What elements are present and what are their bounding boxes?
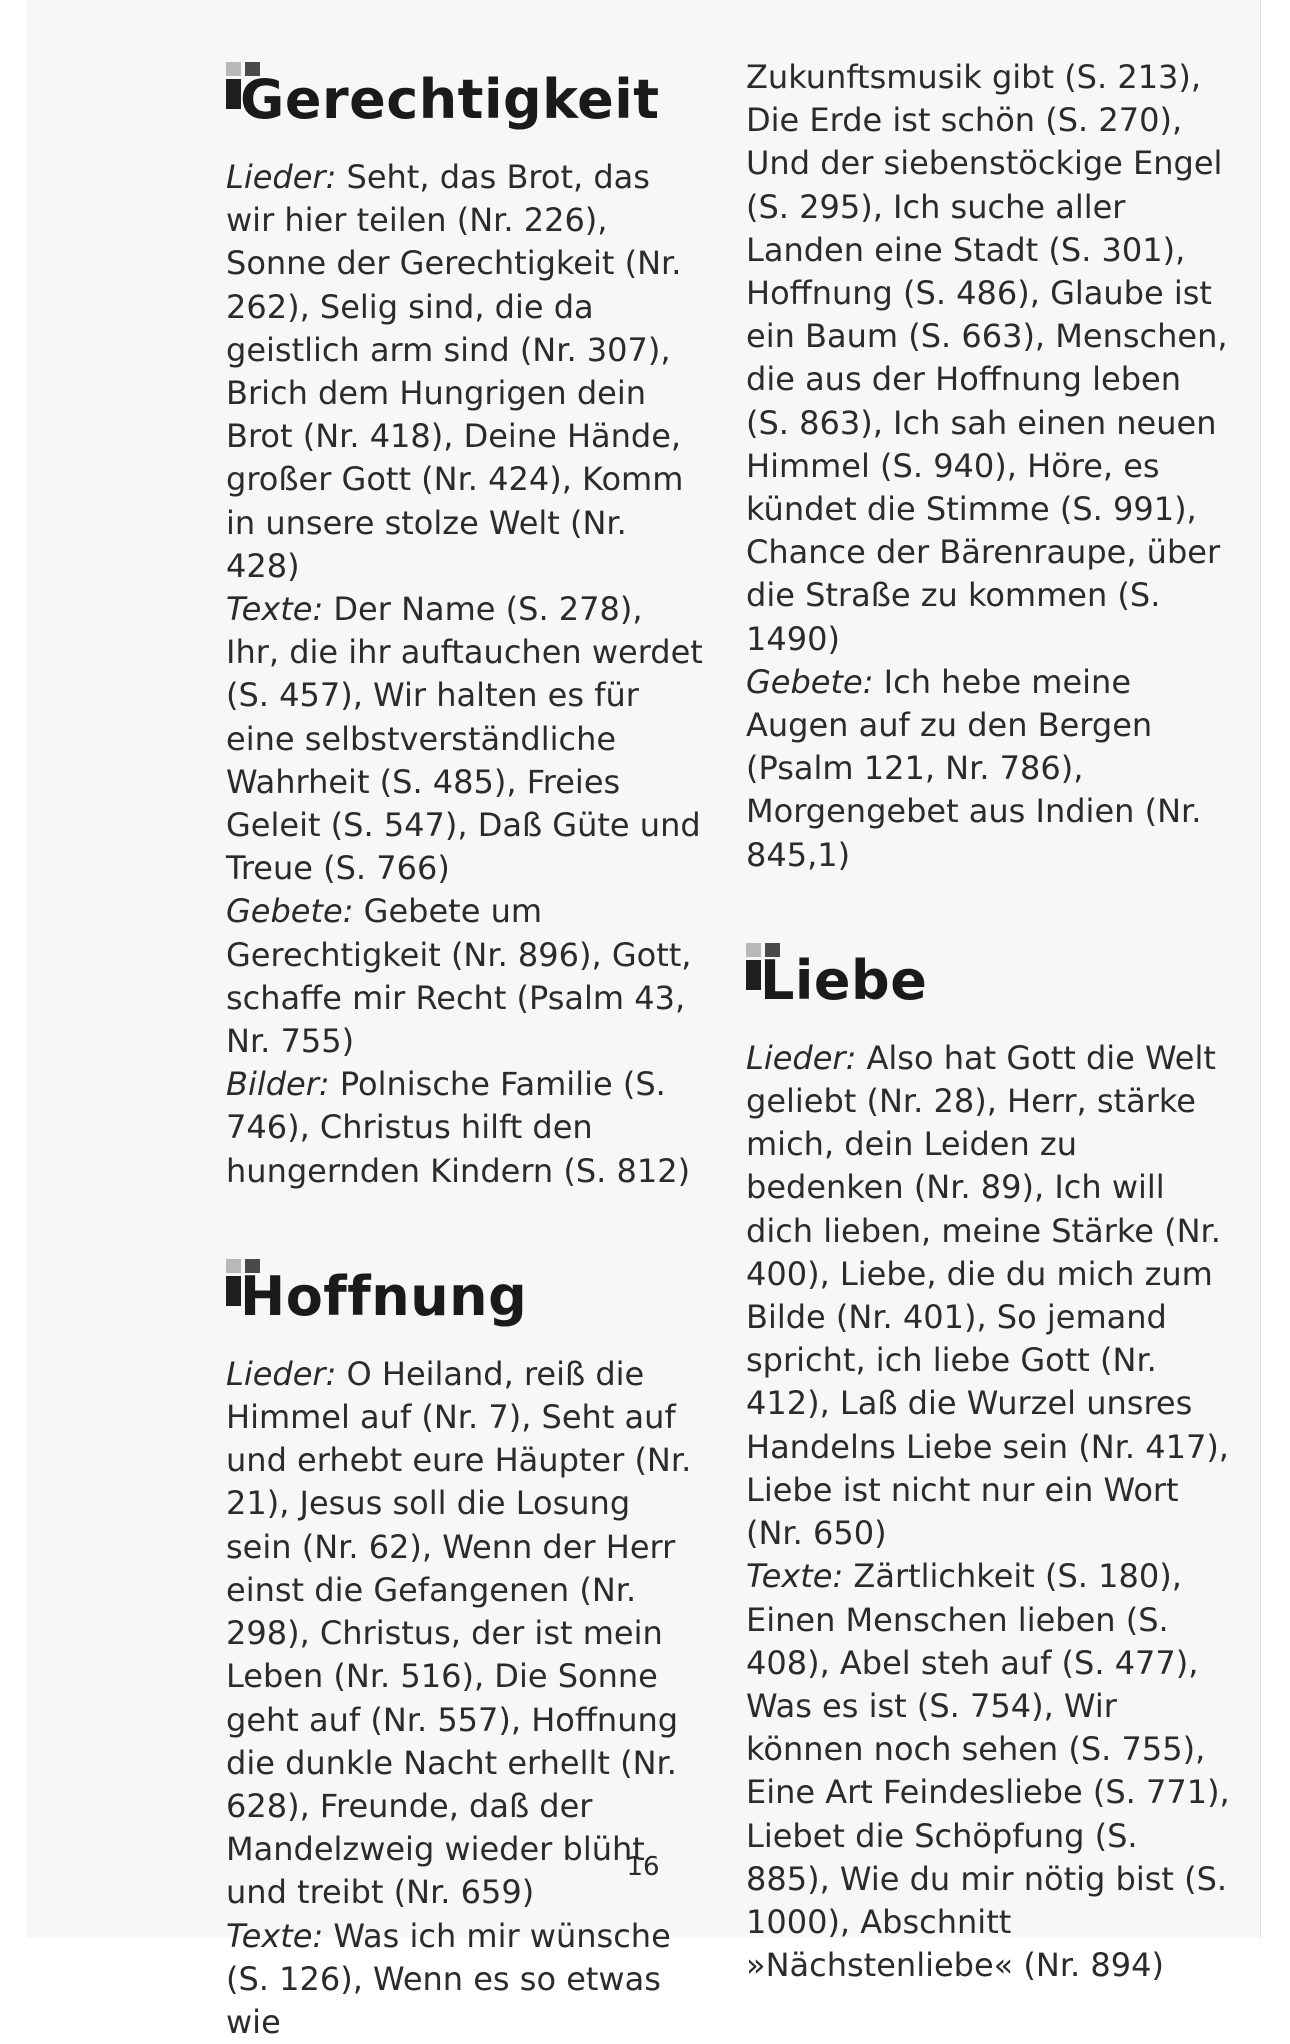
entry-text: Was ich mir wünsche (S. 126), Wenn es so etwas wie xyxy=(226,1916,671,2041)
entry-lieder xyxy=(226,1353,704,1915)
entry-text: Also hat Gott die Welt geliebt (Nr. 28), Herr, stärke mich, dein Leiden zu bedenken (Nr. 89), Ich will dich lieben, meine Stärke (Nr. 400), Liebe, die du mich zum Bilde (Nr. 401), So jemand spricht, ich liebe Gott (Nr. 412), Laß die Wurzel unsres Handelns Liebe sein (Nr. 417), Liebe ist nicht nur ein Wort (Nr. 650) xyxy=(746,1038,1229,1553)
entry-gebete xyxy=(226,890,704,1063)
entry-label: Lieder: xyxy=(226,1354,337,1393)
entry-label: Gebete: xyxy=(746,662,874,701)
section-title: Gerechtigkeit xyxy=(240,68,660,131)
section-liebe xyxy=(746,937,1231,1987)
section-heading xyxy=(746,937,1231,1029)
entry-text: Polnische Familie (S. 746), Christus hilft den hungernden Kindern (S. 812) xyxy=(226,1065,691,1190)
section-gerechtigkeit xyxy=(226,56,704,1193)
entry-label: Texte: xyxy=(746,1557,844,1596)
section-title: Liebe xyxy=(760,948,928,1012)
section-title: Hoffnung xyxy=(240,1264,528,1328)
entry-lieder xyxy=(226,156,704,588)
entry-texte xyxy=(226,588,704,890)
entry-gebete xyxy=(746,661,1231,877)
right-column xyxy=(746,56,1231,1987)
book-page xyxy=(26,0,1261,2041)
entry-label: Gebete: xyxy=(226,892,354,931)
entry-label: Lieder: xyxy=(746,1038,857,1077)
entry-text: O Heiland, reiß die Himmel auf (Nr. 7), Seht auf und erhebt eure Häupter (Nr. 21), Jesus soll die Losung sein (Nr. 62), Wenn der Herr einst die Gefangenen (Nr. 298), Christus, der ist mein Leben (Nr. 516), Die Sonne geht auf (Nr. 557), Hoffnung die dunkle Nacht erhellt (Nr. 628), Freunde, daß der Mandelzweig wieder blüht und treibt (Nr. 659) xyxy=(226,1354,692,1912)
page-number: 16 xyxy=(626,1852,660,1882)
entry-lieder xyxy=(746,1037,1231,1555)
entry-label: Texte: xyxy=(226,1916,324,1955)
entry-text: Zärtlichkeit (S. 180), Einen Menschen lieben (S. 408), Abel steh auf (S. 477), Was es ist (S. 754), Wir können noch sehen (S. 755), Eine Art Feindesliebe (S. 771), Liebet die Schöpfung (S. 885), Wie du mir nötig bist (S. 1000), Abschnitt »Nächstenliebe« (Nr. 894) xyxy=(746,1557,1230,1985)
entry-texte xyxy=(226,1915,704,2044)
section-hoffnung xyxy=(226,1253,704,2044)
entry-bilder xyxy=(226,1063,704,1193)
entry-text: Der Name (S. 278), Ihr, die ihr auftauchen werdet (S. 457), Wir halten es für eine selbstverständliche Wahrheit (S. 485), Freies Geleit (S. 547), Daß Güte und Treue (S. 766) xyxy=(226,590,703,888)
continued-text: Zukunftsmusik gibt (S. 213), Die Erde ist schön (S. 270), Und der siebenstöckige Engel (S. 295), Ich suche aller Landen eine Stadt (S. 301), Hoffnung (S. 486), Glaube ist ein Baum (S. 663), Menschen, die aus der Hoffnung leben (S. 863), Ich sah einen neuen Himmel (S. 940), Höre, es kündet die Stimme (S. 991), Chance der Bärenraupe, über die Straße zu kommen (S. 1490) xyxy=(746,58,1228,658)
left-column xyxy=(226,56,704,2044)
section-heading xyxy=(226,1253,704,1345)
entry-text: Gebete um Gerechtigkeit (Nr. 896), Gott, schaffe mir Recht (Psalm 43, Nr. 755) xyxy=(226,892,692,1061)
entry-text: Ich hebe meine Augen auf zu den Bergen (Psalm 121, Nr. 786), Morgengebet aus Indien (Nr. 845,1) xyxy=(746,662,1202,874)
entry-label: Lieder: xyxy=(226,158,337,196)
entry-texte xyxy=(746,1555,1231,1987)
entry-text: Seht, das Brot, das wir hier teilen (Nr. 226), Sonne der Gerechtigkeit (Nr. 262), Selig sind, die da geistlich arm sind (Nr. 307), Brich dem Hungrigen dein Brot (Nr. 418), Deine Hände, großer Gott (Nr. 424), Komm in unsere stolze Welt (Nr. 428) xyxy=(226,158,684,585)
entry-label: Bilder: xyxy=(226,1065,330,1104)
section-heading xyxy=(226,56,704,148)
entry-label: Texte: xyxy=(226,590,324,629)
